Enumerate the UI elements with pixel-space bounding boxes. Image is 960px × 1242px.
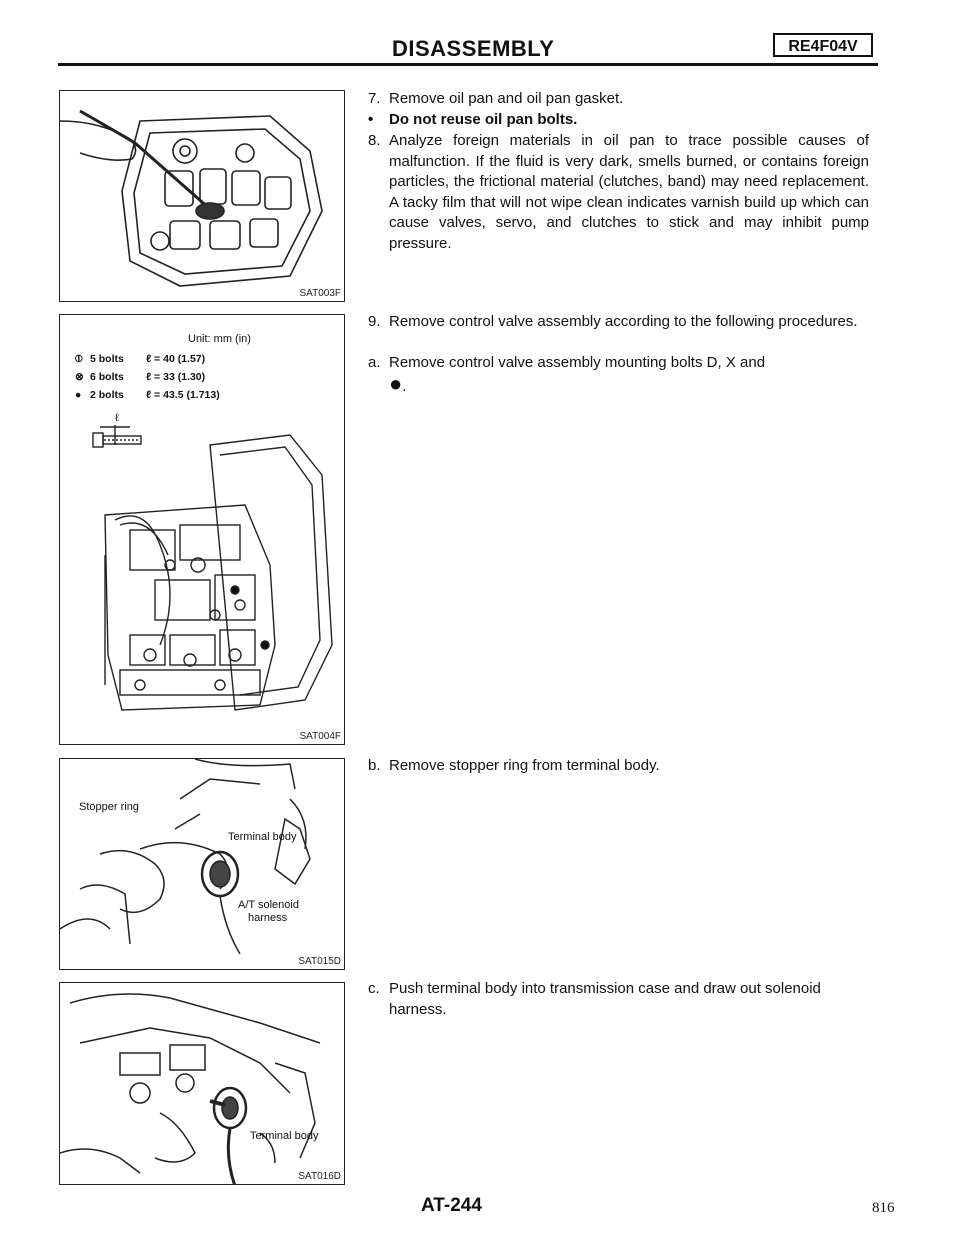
unit-label: Unit: mm (in): [188, 333, 251, 345]
step-number: b.: [368, 757, 381, 774]
spec-bolts: 6 bolts: [90, 371, 124, 383]
control-valve-illustration: [60, 315, 345, 745]
terminal-body-label: Terminal body: [250, 1130, 319, 1142]
figure-code: SAT003F: [299, 288, 341, 299]
figure-oil-pan: [59, 90, 345, 302]
spec-length: ℓ = 40 (1.57): [146, 353, 206, 365]
step-9: [368, 312, 868, 354]
page-title: DISASSEMBLY: [392, 36, 555, 61]
step-number: a.: [368, 354, 381, 371]
step-text: Remove stopper ring from terminal body.: [389, 757, 660, 774]
model-code-badge: RE4F04V: [773, 33, 873, 57]
stopper-ring-label: Stopper ring: [79, 801, 139, 813]
terminal-body-label: Terminal body: [228, 831, 297, 843]
figure-code: SAT016D: [298, 1171, 341, 1182]
step-text-part: and: [740, 354, 766, 371]
step-b: [368, 756, 868, 777]
step-text: Remove control valve assembly according to the following procedures.: [389, 313, 858, 330]
bolt-symbol-dot: ●: [389, 370, 403, 396]
step-number: 7.: [368, 90, 381, 107]
step-number: 9.: [368, 313, 381, 330]
stopper-ring-illustration: [60, 759, 345, 970]
step-8: [368, 131, 868, 281]
header-rule: [58, 63, 878, 66]
bolt-symbol-d: D: [706, 354, 718, 371]
step-text: Push terminal body into transmission case and draw out solenoid harness.: [389, 980, 821, 1018]
step-number: 8.: [368, 132, 381, 149]
step-number: c.: [368, 980, 380, 997]
page-number: 816: [872, 1200, 895, 1216]
period: .: [402, 377, 407, 395]
step-text: Do not reuse oil pan bolts.: [389, 111, 578, 128]
figure-code: SAT015D: [298, 956, 341, 967]
bullet: •: [368, 111, 374, 128]
solenoid-label: A/T solenoid: [238, 899, 299, 911]
bolt-symbol-x: X: [725, 354, 736, 371]
step-a: [368, 353, 868, 395]
terminal-body-illustration: [60, 983, 345, 1185]
separator: ,: [717, 354, 722, 371]
figure-control-valve: [59, 314, 345, 745]
step-text: [389, 353, 869, 397]
spec-bolts: 2 bolts: [90, 389, 124, 401]
oil-pan-illustration: [60, 91, 345, 302]
figure-code: SAT004F: [299, 731, 341, 742]
figure-terminal-body: [59, 982, 345, 1185]
spec-length: ℓ = 33 (1.30): [146, 371, 206, 383]
bolt-symbol-dot: ●: [75, 389, 82, 401]
step-text-part: Remove control valve assembly mounting bolts: [389, 354, 703, 371]
step-c: [368, 979, 868, 1021]
figure-stopper-ring: [59, 758, 345, 970]
step-note-bullet: [368, 110, 868, 131]
step-text: Analyze foreign materials in oil pan to trace possible causes of malfunction. If the fluid is very dark, smells burned, or contains foreign particles, the frictional material (clutches, band) may need replacement. A tacky film that will not wipe clean indicates varnish build up which can cause valves, servo, and clutches to stick and may inhibit pump pressure.: [389, 132, 869, 252]
spec-bolts: 5 bolts: [90, 353, 124, 365]
step-7: [368, 89, 868, 110]
bolt-length-label: ℓ: [115, 412, 119, 424]
bolt-symbol-x: ⊗: [75, 371, 84, 383]
bolt-symbol-d: ⦶: [75, 353, 83, 365]
step-text: Remove oil pan and oil pan gasket.: [389, 90, 624, 107]
spec-length: ℓ = 43.5 (1.713): [146, 389, 220, 401]
page-label: AT-244: [421, 1195, 482, 1216]
harness-label: harness: [248, 912, 288, 924]
